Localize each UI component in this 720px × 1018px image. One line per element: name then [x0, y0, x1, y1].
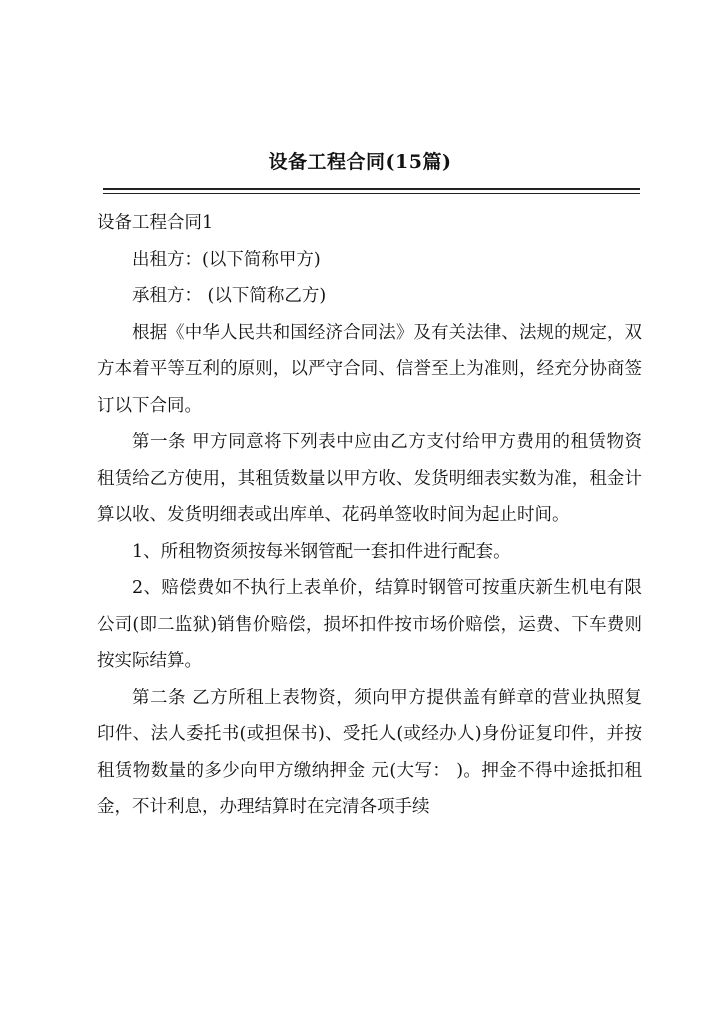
title-divider-thin [103, 193, 640, 194]
section-heading: 设备工程合同1 [97, 213, 214, 233]
paragraph-preamble: 根据《中华人民共和国经济合同法》及有关法律、法规的规定，双方本着平等互利的原则，以严守合同、信誉至上为准则，经充分协商签订以下合同。 [97, 322, 642, 416]
paragraph-lessee: 承租方： (以下简称乙方) [132, 286, 327, 306]
paragraph-item-1: 1、所租物资须按每米钢管配一套扣件进行配套。 [132, 541, 511, 562]
paragraph-article-1: 第一条 甲方同意将下列表中应由乙方支付给甲方费用的租赁物资租赁给乙方使用，其租赁数量以甲方收、发货明细表实数为准，租金计算以收、发货明细表或出库单、花码单签收时间为起止时间。 [97, 432, 642, 525]
title-divider-thick [103, 188, 640, 190]
document-title: 设备工程合同(15篇) [268, 151, 452, 173]
document-body [97, 205, 642, 826]
paragraph-article-2: 第二条 乙方所租上表物资，须向甲方提供盖有鲜章的营业执照复印件、法人委托书(或担保书)、受托人(或经办人)身份证复印件，并按租赁物数量的多少向甲方缴纳押金 元(大写： )。押金不得中途抵扣租金，不计利息，办理结算时在完清各项手续 [97, 687, 642, 817]
paragraph-item-2: 2、赔偿费如不执行上表单价，结算时钢管可按重庆新生机电有限公司(即二监狱)销售价赔偿，损坏扣件按市场价赔偿，运费、下车费则按实际结算。 [97, 578, 642, 671]
paragraph-lessor: 出租方：(以下简称甲方) [132, 249, 321, 270]
